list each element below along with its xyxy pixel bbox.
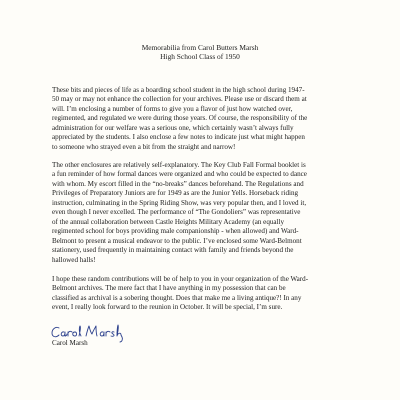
paragraph-closing [52, 275, 362, 313]
text-line: regimented, and regulated we were during those years. Of course, the responsibility of the [52, 114, 308, 123]
text-line: with whom. My escort filled in the “no-breaks” dances beforehand. The Regulations and [52, 179, 304, 188]
paragraph-enclosures [52, 161, 362, 265]
signature-printed-name: Carol Marsh [52, 339, 88, 347]
text-line: Privileges of Preparatory Juniors are for 1949 as are the Junior Yells. Horseback riding [52, 189, 299, 198]
text-line: classified as archival is a sobering thought. Does that make me a living antique?! In any [52, 293, 302, 302]
text-line: regimented school for boys providing male companionship - when allowed) and Ward- [52, 227, 299, 236]
paragraph-intro [52, 86, 362, 152]
text-line: hallowed halls! [52, 255, 96, 264]
text-line: The other enclosures are relatively self-explanatory. The Key Club Fall Formal booklet is [52, 161, 306, 169]
text-line: instruction, culminating in the Spring Riding Show, was very popular then, and I loved it, [52, 198, 307, 207]
text-line: Belmont archives. The mere fact that I have anything in my possession that can be [52, 284, 286, 293]
text-line: 50 may or may not enhance the collection for your archives. Please use or discard them at [52, 95, 307, 104]
text-line: of the annual collaboration between Castle Heights Military Academy (an equally [52, 217, 285, 226]
heading-title: Memorabilia from Carol Butters Marsh [141, 43, 259, 52]
text-line: appreciated by the students. I also enclose a few notes to indicate just what might happen [52, 133, 305, 142]
text-line: Belmont to present a musical endeavor to the public. I’ve enclosed some Ward-Belmont [52, 236, 302, 245]
heading-subtitle: High School Class of 1950 [160, 52, 240, 62]
text-line: stationery, used frequently in maintaining contact with family and friends beyond the [52, 246, 294, 255]
text-line: administration for our welfare was a serious one, which certainly wasn’t always fully [52, 123, 294, 132]
text-line: to someone who strayed even a bit from the straight and narrow! [52, 142, 236, 151]
text-line: even though I never excelled. The performance of “The Gondoliers” was representative [52, 208, 301, 217]
text-line: event, I really look forward to the reunion in October. It will be special, I’m sure. [52, 303, 283, 312]
text-line: These bits and pieces of life as a boarding school student in the high school during 1947- [52, 86, 305, 94]
text-line: I hope these random contributions will be of help to you in your organization of the Ward- [52, 275, 309, 283]
text-line: will. I’m enclosing a number of forms to give you a flavor of just how watched over, [52, 104, 293, 113]
text-line: a fun reminder of how formal dances were organized and who could be expected to dance [52, 170, 307, 179]
document-heading [0, 43, 400, 61]
